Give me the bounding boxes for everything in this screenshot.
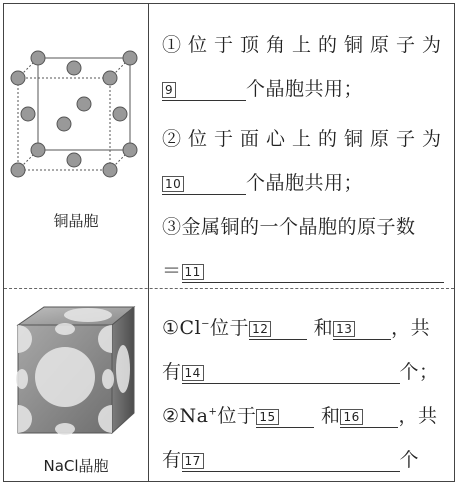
nacl-caption: NaCl晶胞 xyxy=(43,457,109,475)
copper-line-5: ③金属铜的一个晶胞的原子数 xyxy=(162,216,416,238)
copper-line-2: 9 个晶胞共用； xyxy=(162,74,446,101)
blank-17[interactable]: 17 xyxy=(182,449,400,472)
blank-9[interactable]: 9 xyxy=(162,78,246,101)
nacl-line-4: 有 17 个 xyxy=(162,449,420,471)
copper-line-4: 10 个晶胞共用； xyxy=(162,168,446,195)
copper-caption: 铜晶胞 xyxy=(53,212,99,230)
blank-10[interactable]: 10 xyxy=(162,172,246,195)
nacl-figure-cell xyxy=(4,289,148,481)
copper-line-3: ②位于面心上的铜原子为 xyxy=(162,128,449,150)
copper-line-6: ＝ 11 xyxy=(162,256,446,283)
blank-12[interactable]: 12 xyxy=(249,317,307,340)
nacl-text-cell xyxy=(150,289,454,481)
copper-line-1: ①位于顶角上的铜原子为 xyxy=(162,34,449,56)
nacl-line-2: 有 14 个； xyxy=(162,361,439,383)
copper-row xyxy=(4,4,454,287)
blank-11[interactable]: 11 xyxy=(182,260,444,283)
crystal-table xyxy=(3,3,455,482)
copper-text-cell xyxy=(150,4,454,287)
blank-13[interactable]: 13 xyxy=(333,317,391,340)
copper-cell-diagram xyxy=(4,24,148,224)
nacl-line-1: ①Cl−位于 12 和 13 ，共 xyxy=(162,317,431,339)
blank-16[interactable]: 16 xyxy=(340,405,398,428)
blank-14[interactable]: 14 xyxy=(182,361,400,384)
nacl-line-3: ②Na+位于 15 和 16 ，共 xyxy=(162,405,438,427)
copper-figure-cell xyxy=(4,4,148,287)
nacl-cell-image xyxy=(4,295,148,455)
blank-15[interactable]: 15 xyxy=(256,405,314,428)
nacl-row xyxy=(4,288,454,481)
